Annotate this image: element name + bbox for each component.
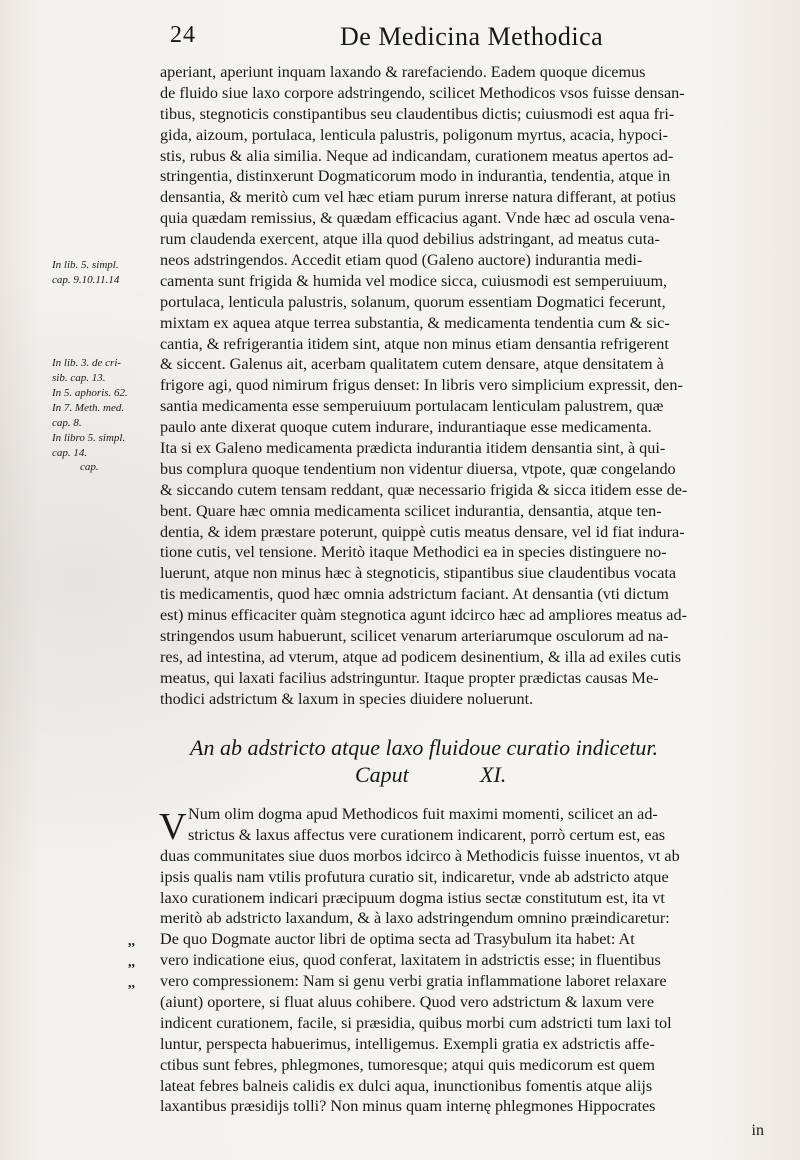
- text-line: gida, aizoum, portulaca, lenticula palustris, poligonum myrtus, acacia, hypoci-: [160, 125, 668, 144]
- margin-note-line: In lib. 3. de cri-: [52, 357, 122, 369]
- running-title: De Medicina Methodica: [340, 22, 604, 51]
- text-line: camenta sunt frigida & humida vel modice sicca, cuiusmodi est semperuiuum,: [160, 271, 668, 290]
- text-line: tibus, stegnoticis constipantibus seu claudentibus dictis; cuiusmodi est aqua fri-: [160, 104, 675, 123]
- quote-mark: ,,: [128, 955, 135, 970]
- text-line: bus complura quoque tendentium non videntur diuersa, vtpote, quæ congelando: [160, 459, 676, 478]
- text-line: aperiant, aperiunt inquam laxando & rarefaciendo. Eadem quoque dicemus: [160, 63, 646, 81]
- text-line: laxantibus præsidijs tolli? Non minus quam internę phlegmones Hippocrates: [160, 1097, 656, 1116]
- text-line: dentia, & idem præstare poterunt, quippè cutis meatus densare, vel id fiat indura-: [160, 522, 685, 541]
- margin-note-line: cap. 14.: [52, 447, 88, 459]
- margin-note-crisibus: [52, 356, 128, 461]
- margin-note-line: In 5. aphoris. 62.: [52, 387, 128, 399]
- text-line: cantia, & refrigerantia itidem sint, atque non minus etiam densantia refrigerent: [160, 334, 669, 353]
- quote-mark: ,,: [128, 934, 135, 949]
- margin-note-cap: cap.: [80, 461, 99, 473]
- margin-note-simpl: [52, 258, 119, 288]
- text-line: ctibus sunt febres, phlegmones, tumoresque; atqui quis medicorum est quem: [160, 1055, 655, 1074]
- text-line: tis medicamentis, quod hæc omnia adstrictum faciant. At densantia (vti dictum: [160, 585, 669, 604]
- text-line: ipsis qualis nam vtilis profutura curatio sit, indicaretur, vnde ab adstricto atque: [160, 867, 669, 886]
- main-text: [160, 62, 770, 710]
- text-line: est) minus efficaciter quàm stegnotica agunt idcirco hæc ad ampliores meatus ad-: [160, 606, 687, 625]
- text-line: strictus & laxus affectus vere curationem indicarent, porrò certum est, eas: [188, 825, 666, 844]
- text-line: (aiunt) oportere, si fluat aluus cohibere. Quod vero adstrictum & laxum vere: [160, 993, 655, 1012]
- text-line: lateat febres balneis calidis ex dulci aqua, inunctionibus fomentis atque alijs: [160, 1076, 653, 1095]
- text-line: laxo curationem indicari præcipuum dogma istius sectæ constitutum est, ita vt: [160, 888, 665, 907]
- text-line: santia medicamenta esse semperuiuum portulacam lenticulam palustrem, quæ: [160, 397, 664, 416]
- quote-mark: ,,: [128, 976, 135, 991]
- text-line: vero compressionem: Nam si genu verbi gratia inflammatione laboret relaxare: [160, 972, 667, 991]
- text-line: indicent curationem, facile, si præsidia, quibus morbi cum adstricti tum laxi tol: [160, 1013, 672, 1032]
- text-line: De quo Dogmate auctor libri de optima secta ad Trasybulum ita habet: At: [160, 930, 635, 949]
- page-header: [170, 22, 690, 56]
- text-line: densantia, & meritò cum vel hæc etiam purum inrerse natura differant, at potius: [160, 188, 676, 207]
- text-line: & siccent. Galenus ait, acerbam qualitatem cutem densare, atque densitatem à: [160, 355, 664, 374]
- text-line: rum claudenda exercent, atque illa quod debilius adstringant, ad meatus cuta-: [160, 230, 660, 249]
- margin-note-line: sib. cap. 13.: [52, 372, 106, 384]
- text-line: vero indicatione eius, quod conferat, laxitatem in adstrictis esse; in fluentibus: [160, 951, 661, 970]
- chapter-text: [160, 804, 770, 1117]
- margin-note-line: cap. 9.10.11.14: [52, 274, 120, 286]
- text-line: luerunt, atque non minus hæc à stegnoticis, stipantibus siue claudentibus vocata: [160, 564, 677, 583]
- text-line: Ita si ex Galeno medicamenta prædicta indurantia itidem densantia sint, à qui-: [160, 439, 666, 458]
- text-line: meatus, qui laxati facilius adstringuntur. Itaque propter prædictas causas Me-: [160, 668, 659, 687]
- text-line: stringentia, distinxerunt Dogmaticorum modo in indurantia, tendentia, atque in: [160, 167, 671, 186]
- margin-note-line: In 7. Meth. med.: [52, 402, 125, 414]
- text-line: thodici adstrictum & laxum in species diuidere noluerunt.: [160, 689, 534, 708]
- margin-note-line: cap. 8.: [52, 417, 82, 429]
- text-line: bent. Quare hæc omnia medicamenta scilicet indurantia, densantia, atque ten-: [160, 501, 662, 520]
- text-line: Num olim dogma apud Methodicos fuit maximi momenti, scilicet an ad-: [188, 805, 658, 823]
- catchword: in: [751, 1122, 764, 1139]
- text-line: duas communitates siue duos morbos idcirco à Methodicis fuisse inuentos, vt ab: [160, 846, 680, 865]
- text-line: tione cutis, vel tensione. Meritò itaque Methodici ea in species distinguere no-: [160, 543, 667, 562]
- drop-capital: V: [159, 806, 187, 848]
- text-line: frigore agi, quod nimirum frigus denset: In libris vero simplicium expressit, den-: [160, 376, 683, 395]
- text-line: portulaca, lenticula palustris, solanum, quorum essentiam Dogmatici fecerunt,: [160, 292, 666, 311]
- chapter-label: Caput: [355, 762, 409, 787]
- text-line: mixtam ex aquea atque terrea substantia, & medicamenta tendentia cum & sic-: [160, 313, 670, 332]
- text-line: neos adstringendos. Accedit etiam quod (Galeno auctore) indurantia medi-: [160, 251, 643, 270]
- text-line: paulo ante dixerat quoque cutem indurare, indurantiaque esse medicamenta.: [160, 418, 652, 437]
- chapter-number: XI.: [480, 762, 507, 787]
- text-line: quia quædam remissius, & quædam efficacius agant. Vnde hæc ad oscula vena-: [160, 209, 676, 228]
- page-number: 24: [170, 22, 196, 48]
- chapter-heading: An ab adstricto atque laxo fluidoue curatio indicetur.: [190, 735, 659, 760]
- text-line: stis, rubus & alia similia. Neque ad indicandam, curationem meatus apertos ad-: [160, 146, 674, 165]
- text-line: luntur, perspecta habuerimus, intelligemus. Exempli gratia ex adstrictis affe-: [160, 1034, 655, 1053]
- text-line: meritò ab adstricto laxandum, & à laxo adstringendum omnino præindicaretur:: [160, 909, 670, 928]
- margin-note-line: In lib. 5. simpl.: [52, 259, 119, 271]
- text-line: res, ad intestina, ad vterum, atque ad podicem desinentium, & illa ad exiles cutis: [160, 647, 682, 666]
- text-line: & siccando cutem tensam reddant, quæ necessario frigida & sicca itidem esse de-: [160, 480, 688, 499]
- text-line: stringendos usum habuerunt, scilicet venarum arteriarumque osculorum ad na-: [160, 627, 669, 646]
- text-line: de fluido siue laxo corpore adstringendo, scilicet Methodicos vsos fuisse densan-: [160, 83, 685, 102]
- margin-note-line: In libro 5. simpl.: [52, 432, 126, 444]
